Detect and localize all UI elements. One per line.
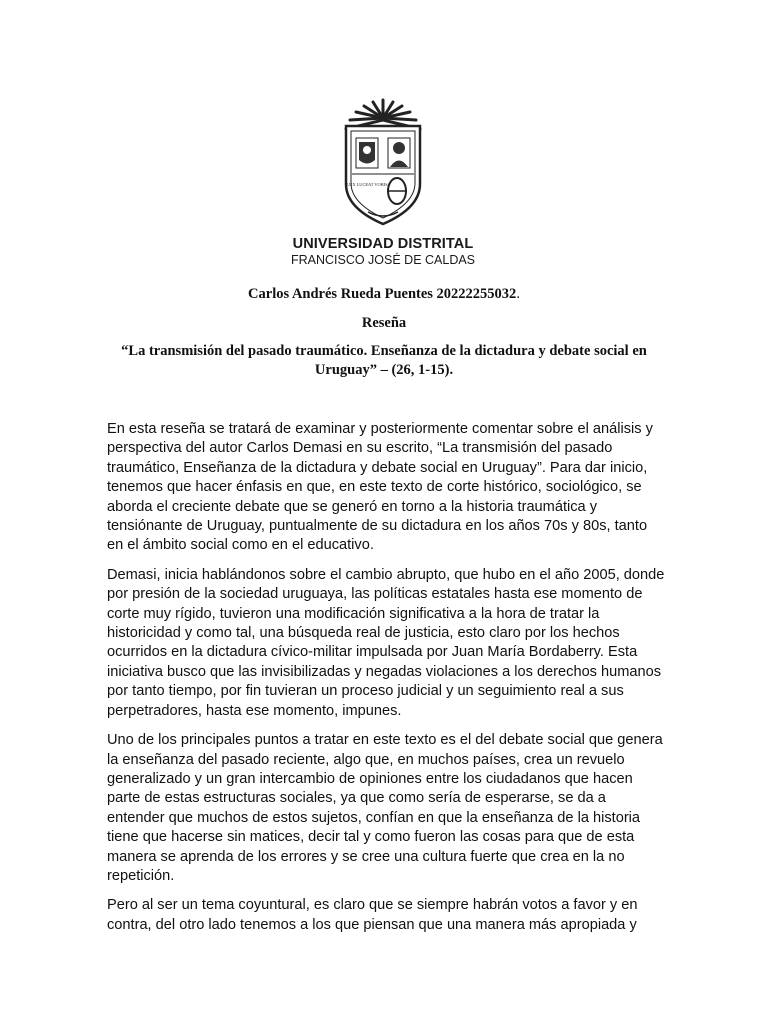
crest-motto: LUX LUCEAT VOBIS: [346, 182, 388, 187]
university-subtitle: FRANCISCO JOSÉ DE CALDAS: [290, 253, 476, 267]
paragraph: Demasi, inicia hablándonos sobre el cambio abrupto, que hubo en el año 2005, donde por presión de la sociedad uruguaya, las políticas estatales hasta ese momento de corte muy rígido, tuvieron una modificación significativa a la hora de tratar la historicidad y como tal, una búsqueda real de justicia, esto claro por los hechos ocurridos en la dictadura cívico-militar impulsada por Juan María Bordaberry. Esta iniciativa busco que las invisibilizadas y negadas violaciones a los derechos humanos por tanto tiempo, por fin tuvieran un proceso judicial y un seguimiento real a sus perpetradores, hasta ese momento, impunes.: [107, 566, 665, 719]
university-name: UNIVERSIDAD DISTRITAL: [292, 236, 474, 252]
author-punct: .: [516, 286, 520, 302]
author-line: [100, 285, 668, 304]
document-heading: Reseña: [361, 315, 407, 331]
document-body: [107, 420, 667, 945]
author-name: Carlos Andrés Rueda Puentes 20222255032: [248, 286, 517, 302]
document-title: “La transmisión del pasado traumático. Enseñanza de la dictadura y debate social en Uruguay” – (26, 1-15).: [121, 343, 647, 378]
paragraph: Uno de los principales puntos a tratar en este texto es el del debate social que genera la enseñanza del pasado reciente, algo que, en muchos países, crea un revuelo generalizado y un gran intercambio de opiniones entre los ciudadanos que hacen parte de estas estructuras sociales, ya que como sería de esperarse, se da a entender que muchos de estos sujetos, confían en que la enseñanza de la historia tiene que hacerse sin matices, decir tal y como fueron las cosas para que de esta manera se aprenda de los errores y se cree una cultura fuerte que crea en la no repetición.: [107, 732, 663, 884]
paragraph: Pero al ser un tema coyuntural, es claro que se siempre habrán votos a favor y en contra, del otro lado tenemos a los que piensan que una manera más apropiada y: [107, 897, 638, 933]
paragraph: En esta reseña se tratará de examinar y posteriormente comentar sobre el análisis y perspectiva del autor Carlos Demasi en su escrito, “La transmisión del pasado traumático, Enseñanza de la dictadura y debate social en Uruguay”. Para dar inicio, tenemos que hacer énfasis en que, en este texto de corte histórico, sociológico, se aborda el creciente debate que se generó en torno a la historia traumática y tensiónante de Uruguay, puntualmente de su dictadura en los años 70s y 80s, tanto en el ámbito social como en el educativo.: [107, 421, 653, 554]
crest-emblem-icon: [340, 96, 426, 228]
